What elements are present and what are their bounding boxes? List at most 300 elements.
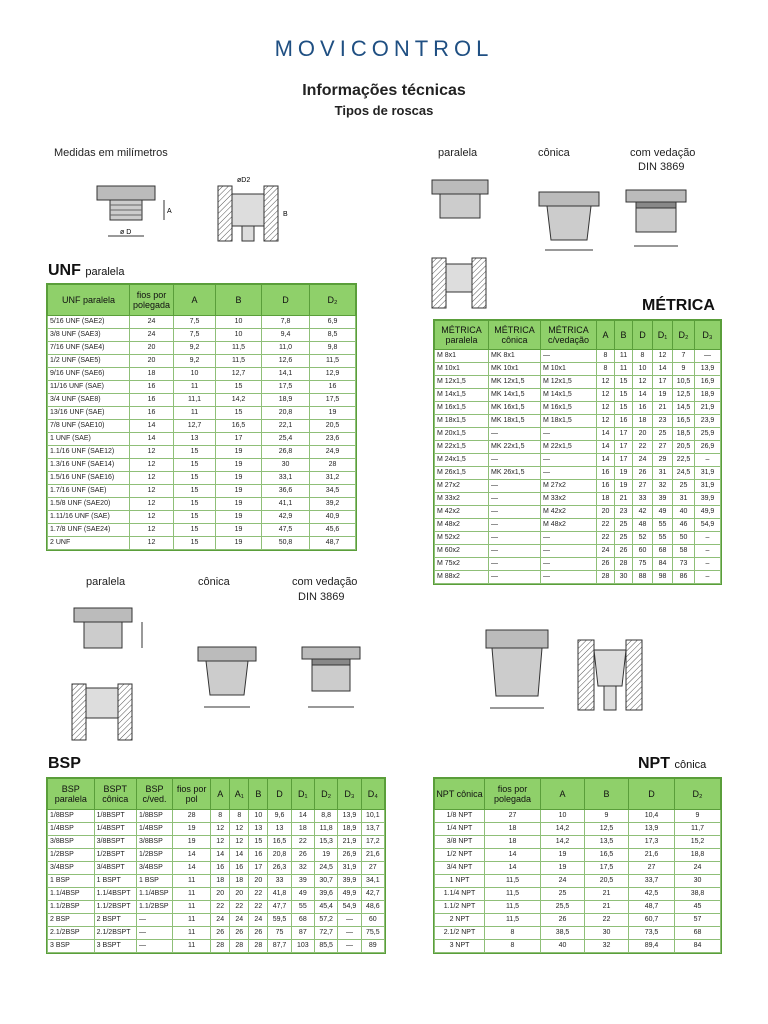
table-cell: 60,7: [629, 914, 675, 927]
table-cell: 11,5: [216, 342, 262, 355]
table-cell: 28: [230, 940, 249, 953]
table-cell: 27: [485, 810, 541, 823]
table-row: [48, 940, 385, 953]
table-cell: MK 14x1,5: [489, 389, 541, 402]
table-cell: 16,5: [673, 415, 695, 428]
table-cell: 16,5: [216, 420, 262, 433]
table-cell: 1/4BSPT: [94, 823, 136, 836]
table-cell: M 10x1: [435, 363, 489, 376]
table-cell: 14: [173, 849, 211, 862]
table-row: [435, 506, 721, 519]
table-cell: 75: [633, 558, 653, 571]
column-header: D₃: [695, 321, 721, 350]
column-header: B: [585, 779, 629, 810]
table-cell: 22: [597, 532, 615, 545]
table-cell: M 24x1,5: [435, 454, 489, 467]
table-row: [48, 927, 385, 940]
table-cell: 13,7: [361, 823, 384, 836]
table-cell: 18,9: [695, 389, 721, 402]
table-cell: 15: [174, 485, 216, 498]
table-cell: 26: [230, 927, 249, 940]
table-cell: 32: [653, 480, 673, 493]
table-cell: 17: [615, 441, 633, 454]
table-cell: —: [489, 428, 541, 441]
table-cell: 16,9: [695, 376, 721, 389]
table-cell: —: [489, 454, 541, 467]
table-cell: 3/4BSP: [48, 862, 95, 875]
table-cell: 11,7: [675, 823, 721, 836]
table-cell: 84: [653, 558, 673, 571]
table-cell: 42,7: [361, 888, 384, 901]
table-cell: 47,7: [268, 901, 291, 914]
table-cell: —: [137, 940, 173, 953]
table-cell: MK 8x1: [489, 350, 541, 363]
table-cell: 54,9: [695, 519, 721, 532]
table-cell: 12,9: [310, 368, 356, 381]
table-cell: 40,9: [310, 511, 356, 524]
table-cell: 45,6: [310, 524, 356, 537]
table-cell: 16: [211, 862, 230, 875]
table-cell: 26,9: [338, 849, 361, 862]
table-cell: 41,1: [262, 498, 310, 511]
table-row: [435, 480, 721, 493]
table-cell: 2 BSP: [48, 914, 95, 927]
table-cell: 12: [130, 498, 174, 511]
table-row: [48, 498, 356, 511]
table-cell: 14: [485, 862, 541, 875]
mid-din-label: DIN 3869: [298, 591, 345, 603]
table-row: [435, 350, 721, 363]
table-row: [435, 493, 721, 506]
table-cell: 7,8: [262, 316, 310, 329]
table-cell: 14,5: [673, 402, 695, 415]
table-cell: 15: [174, 459, 216, 472]
table-cell: 15: [216, 407, 262, 420]
table-cell: 3/8BSPT: [94, 836, 136, 849]
table-cell: 17,5: [310, 394, 356, 407]
table-cell: 48: [633, 519, 653, 532]
table-cell: 11,0: [262, 342, 310, 355]
table-cell: —: [489, 545, 541, 558]
table-cell: 25,5: [541, 901, 585, 914]
table-cell: MK 10x1: [489, 363, 541, 376]
table-cell: 2.1/2 NPT: [435, 927, 485, 940]
table-cell: M 22x1,5: [541, 441, 597, 454]
table-cell: 1 BSP: [48, 875, 95, 888]
column-header: NPT cônica: [435, 779, 485, 810]
table-cell: 1.1/4BSP: [48, 888, 95, 901]
table-cell: —: [541, 454, 597, 467]
table-cell: 1/4BSP: [137, 823, 173, 836]
column-header: A: [211, 779, 230, 810]
table-cell: 19: [615, 467, 633, 480]
table-cell: 15,2: [675, 836, 721, 849]
column-header: A: [541, 779, 585, 810]
column-header: D: [633, 321, 653, 350]
table-cell: 14: [211, 849, 230, 862]
column-header: D₃: [338, 779, 361, 810]
table-cell: 89,4: [629, 940, 675, 953]
table-cell: 24: [249, 914, 268, 927]
table-cell: 40: [541, 940, 585, 953]
table-cell: 25,9: [695, 428, 721, 441]
table-cell: 18,8: [675, 849, 721, 862]
column-header: MÉTRICA paralela: [435, 321, 489, 350]
table-cell: 33,7: [629, 875, 675, 888]
table-cell: 30: [585, 927, 629, 940]
table-cell: 3 NPT: [435, 940, 485, 953]
table-cell: 1/2BSPT: [94, 849, 136, 862]
table-cell: 13,9: [629, 823, 675, 836]
table-cell: MK 26x1,5: [489, 467, 541, 480]
table-cell: 9/16 UNF (SAE6): [48, 368, 130, 381]
table-cell: 15,3: [314, 836, 337, 849]
table-cell: M 27x2: [435, 480, 489, 493]
table-cell: 1.1/4BSPT: [94, 888, 136, 901]
table-cell: 15: [615, 376, 633, 389]
table-cell: 33: [268, 875, 291, 888]
table-cell: MK 12x1,5: [489, 376, 541, 389]
table-cell: 50: [673, 532, 695, 545]
table-cell: 15: [174, 524, 216, 537]
table-cell: 1.7/8 UNF (SAE24): [48, 524, 130, 537]
table-cell: 1 BSPT: [94, 875, 136, 888]
table-cell: 3/4 NPT: [435, 862, 485, 875]
table-row: [48, 888, 385, 901]
dim-d2-text: øD2: [237, 177, 251, 184]
table-cell: 28: [615, 558, 633, 571]
table-cell: 16: [597, 467, 615, 480]
metrica-title: MÉTRICA: [642, 297, 715, 314]
table-cell: 21,9: [695, 402, 721, 415]
table-cell: 24: [541, 875, 585, 888]
table-cell: 45: [675, 901, 721, 914]
table-cell: 9: [673, 363, 695, 376]
table-cell: 28: [249, 940, 268, 953]
table-cell: 3/8 NPT: [435, 836, 485, 849]
table-cell: 7,5: [174, 329, 216, 342]
table-cell: 14: [130, 433, 174, 446]
dim-b-text: B: [283, 211, 288, 218]
table-cell: 15: [174, 446, 216, 459]
table-cell: 10: [216, 316, 262, 329]
table-cell: 12,6: [262, 355, 310, 368]
table-cell: 89: [361, 940, 384, 953]
table-cell: 55: [653, 532, 673, 545]
table-cell: 39: [291, 875, 314, 888]
table-cell: 1.1/4 NPT: [435, 888, 485, 901]
table-cell: 75: [268, 927, 291, 940]
table-cell: 29: [653, 454, 673, 467]
table-cell: 25: [653, 428, 673, 441]
table-cell: —: [541, 532, 597, 545]
table-row: [435, 810, 721, 823]
table-cell: 16: [230, 862, 249, 875]
column-header: D: [268, 779, 291, 810]
metric-paralela-drawing: [428, 176, 498, 311]
table-header-row: [48, 285, 356, 316]
column-header: A: [174, 285, 216, 316]
table-cell: 57: [675, 914, 721, 927]
table-cell: 1/2 NPT: [435, 849, 485, 862]
table-row: [48, 433, 356, 446]
table-cell: 48,7: [310, 537, 356, 550]
table-cell: 13,5: [585, 836, 629, 849]
table-row: [435, 519, 721, 532]
column-header: D₂: [673, 321, 695, 350]
metric-vedacao-drawing: [622, 186, 697, 256]
npt-table: [434, 778, 721, 953]
table-cell: 1.11/16 UNF (SAE): [48, 511, 130, 524]
table-cell: 33,1: [262, 472, 310, 485]
table-cell: 1.3/16 UNF (SAE14): [48, 459, 130, 472]
table-cell: 15: [249, 836, 268, 849]
table-cell: 1/2BSP: [137, 849, 173, 862]
table-cell: 33: [633, 493, 653, 506]
table-cell: 12,5: [585, 823, 629, 836]
table-cell: 1/4BSP: [48, 823, 95, 836]
table-cell: —: [338, 914, 361, 927]
table-cell: 20: [633, 428, 653, 441]
table-row: [48, 329, 356, 342]
table-cell: 38,8: [675, 888, 721, 901]
table-cell: 48,7: [629, 901, 675, 914]
table-cell: 20: [211, 888, 230, 901]
table-row: [435, 836, 721, 849]
table-cell: 21: [585, 901, 629, 914]
table-cell: 18: [597, 493, 615, 506]
table-cell: 49,9: [338, 888, 361, 901]
table-cell: 3/8 UNF (SAE3): [48, 329, 130, 342]
table-cell: 12: [597, 415, 615, 428]
table-cell: 19: [216, 446, 262, 459]
table-cell: 1 NPT: [435, 875, 485, 888]
table-cell: 13: [249, 823, 268, 836]
table-cell: 9,6: [268, 810, 291, 823]
units-label: Medidas em milímetros: [54, 147, 168, 159]
table-cell: M 33x2: [541, 493, 597, 506]
table-cell: 12: [130, 446, 174, 459]
table-cell: 14,2: [541, 823, 585, 836]
table-cell: 1.7/16 UNF (SAE): [48, 485, 130, 498]
table-cell: 10: [249, 810, 268, 823]
table-cell: 31,9: [338, 862, 361, 875]
table-cell: 20,8: [262, 407, 310, 420]
table-cell: 46: [673, 519, 695, 532]
table-cell: 18,9: [262, 394, 310, 407]
bsp-paralela-drawing: [68, 604, 163, 744]
table-cell: 14: [173, 862, 211, 875]
table-cell: M 88x2: [435, 571, 489, 584]
table-cell: —: [137, 927, 173, 940]
table-cell: 26,8: [262, 446, 310, 459]
table-cell: 27: [633, 480, 653, 493]
table-cell: 60: [361, 914, 384, 927]
table-cell: 19: [541, 862, 585, 875]
table-row: [48, 420, 356, 433]
table-cell: 28: [211, 940, 230, 953]
table-cell: 59,5: [268, 914, 291, 927]
table-cell: 3/4 UNF (SAE8): [48, 394, 130, 407]
table-row: [435, 823, 721, 836]
table-cell: 27: [653, 441, 673, 454]
unf-port-drawing: [214, 172, 294, 244]
column-header: D: [262, 285, 310, 316]
table-cell: M 12x1,5: [541, 376, 597, 389]
table-cell: 68: [675, 927, 721, 940]
table-row: [435, 467, 721, 480]
table-cell: 2 NPT: [435, 914, 485, 927]
column-header: B: [615, 321, 633, 350]
table-cell: 23,6: [310, 433, 356, 446]
table-cell: –: [695, 571, 721, 584]
table-cell: 17: [216, 433, 262, 446]
table-row: [435, 441, 721, 454]
unf-table: [47, 284, 356, 550]
table-cell: 11,1: [174, 394, 216, 407]
table-cell: 24: [130, 316, 174, 329]
table-cell: M 48x2: [435, 519, 489, 532]
column-header: D₁: [653, 321, 673, 350]
table-cell: 73: [673, 558, 695, 571]
table-cell: 1/8 NPT: [435, 810, 485, 823]
table-cell: 15: [615, 402, 633, 415]
table-cell: 20,5: [310, 420, 356, 433]
table-row: [48, 381, 356, 394]
table-cell: 16: [130, 381, 174, 394]
table-cell: 11: [173, 940, 211, 953]
table-cell: 68: [653, 545, 673, 558]
table-row: [48, 823, 385, 836]
table-cell: 27: [629, 862, 675, 875]
table-cell: 11,5: [310, 355, 356, 368]
table-cell: M 33x2: [435, 493, 489, 506]
table-cell: 24,5: [673, 467, 695, 480]
table-row: [435, 927, 721, 940]
table-cell: 3/4BSP: [137, 862, 173, 875]
table-row: [48, 537, 356, 550]
table-cell: 8: [211, 810, 230, 823]
table-cell: M 42x2: [435, 506, 489, 519]
table-cell: 32: [585, 940, 629, 953]
table-cell: 14: [597, 454, 615, 467]
table-cell: 20: [249, 875, 268, 888]
table-cell: 2.1/2BSP: [48, 927, 95, 940]
table-cell: 68: [291, 914, 314, 927]
table-cell: 19: [173, 836, 211, 849]
table-row: [48, 342, 356, 355]
table-cell: 57,2: [314, 914, 337, 927]
unf-fitting-drawing: [92, 180, 182, 245]
table-cell: 17,5: [585, 862, 629, 875]
table-cell: 12,7: [174, 420, 216, 433]
table-cell: 20: [597, 506, 615, 519]
table-cell: M 27x2: [541, 480, 597, 493]
table-cell: 17: [615, 428, 633, 441]
table-cell: 8: [633, 350, 653, 363]
table-cell: 12: [230, 836, 249, 849]
table-row: [435, 363, 721, 376]
table-cell: 22: [597, 519, 615, 532]
table-cell: 86: [673, 571, 695, 584]
table-cell: 19: [653, 389, 673, 402]
table-cell: 5/16 UNF (SAE2): [48, 316, 130, 329]
mid-paralela-label: paralela: [86, 576, 126, 588]
table-cell: 21,6: [629, 849, 675, 862]
table-cell: 1.1/2BSPT: [94, 901, 136, 914]
table-cell: 23: [653, 415, 673, 428]
table-cell: —: [489, 571, 541, 584]
table-cell: 15: [174, 498, 216, 511]
table-cell: –: [695, 545, 721, 558]
column-header: D₁: [291, 779, 314, 810]
column-header: MÉTRICA c/vedação: [541, 321, 597, 350]
table-cell: 75,5: [361, 927, 384, 940]
table-cell: 11,5: [216, 355, 262, 368]
table-cell: 7,5: [174, 316, 216, 329]
table-cell: 38,5: [541, 927, 585, 940]
npt-section-title: [638, 755, 706, 773]
table-cell: M 26x1,5: [435, 467, 489, 480]
table-row: [48, 524, 356, 537]
table-cell: 16: [249, 849, 268, 862]
table-cell: 31,9: [695, 467, 721, 480]
table-cell: 1 BSP: [137, 875, 173, 888]
table-cell: 19: [216, 498, 262, 511]
table-cell: 41,8: [268, 888, 291, 901]
table-cell: MK 16x1,5: [489, 402, 541, 415]
table-cell: 26: [541, 914, 585, 927]
table-cell: 24: [230, 914, 249, 927]
column-header: BSP paralela: [48, 779, 95, 810]
table-cell: 49: [653, 506, 673, 519]
table-cell: 14: [230, 849, 249, 862]
table-row: [435, 389, 721, 402]
table-cell: 11: [174, 407, 216, 420]
table-cell: 30: [615, 571, 633, 584]
table-row: [435, 901, 721, 914]
table-cell: —: [338, 940, 361, 953]
top-conica-label: cônica: [538, 147, 570, 159]
table-header-row: [435, 779, 721, 810]
table-cell: 26,9: [695, 441, 721, 454]
table-cell: 42,5: [629, 888, 675, 901]
unf-subtitle: paralela: [85, 266, 125, 278]
table-cell: 42,9: [262, 511, 310, 524]
table-cell: 12: [633, 376, 653, 389]
table-cell: 55: [653, 519, 673, 532]
table-row: [435, 532, 721, 545]
column-header: UNF paralela: [48, 285, 130, 316]
table-row: [435, 940, 721, 953]
table-cell: —: [541, 571, 597, 584]
table-cell: 21: [585, 888, 629, 901]
column-header: BSPT cônica: [94, 779, 136, 810]
table-cell: 15: [174, 472, 216, 485]
table-cell: 24: [597, 545, 615, 558]
table-cell: M 14x1,5: [541, 389, 597, 402]
table-cell: 7/8 UNF (SAE10): [48, 420, 130, 433]
table-cell: 11/16 UNF (SAE): [48, 381, 130, 394]
metrica-table: [434, 320, 721, 584]
table-row: [435, 545, 721, 558]
column-header: D₂: [675, 779, 721, 810]
table-cell: 7: [673, 350, 695, 363]
table-cell: 98: [653, 571, 673, 584]
table-cell: 55: [291, 901, 314, 914]
table-cell: 11,5: [485, 914, 541, 927]
table-cell: 60: [633, 545, 653, 558]
